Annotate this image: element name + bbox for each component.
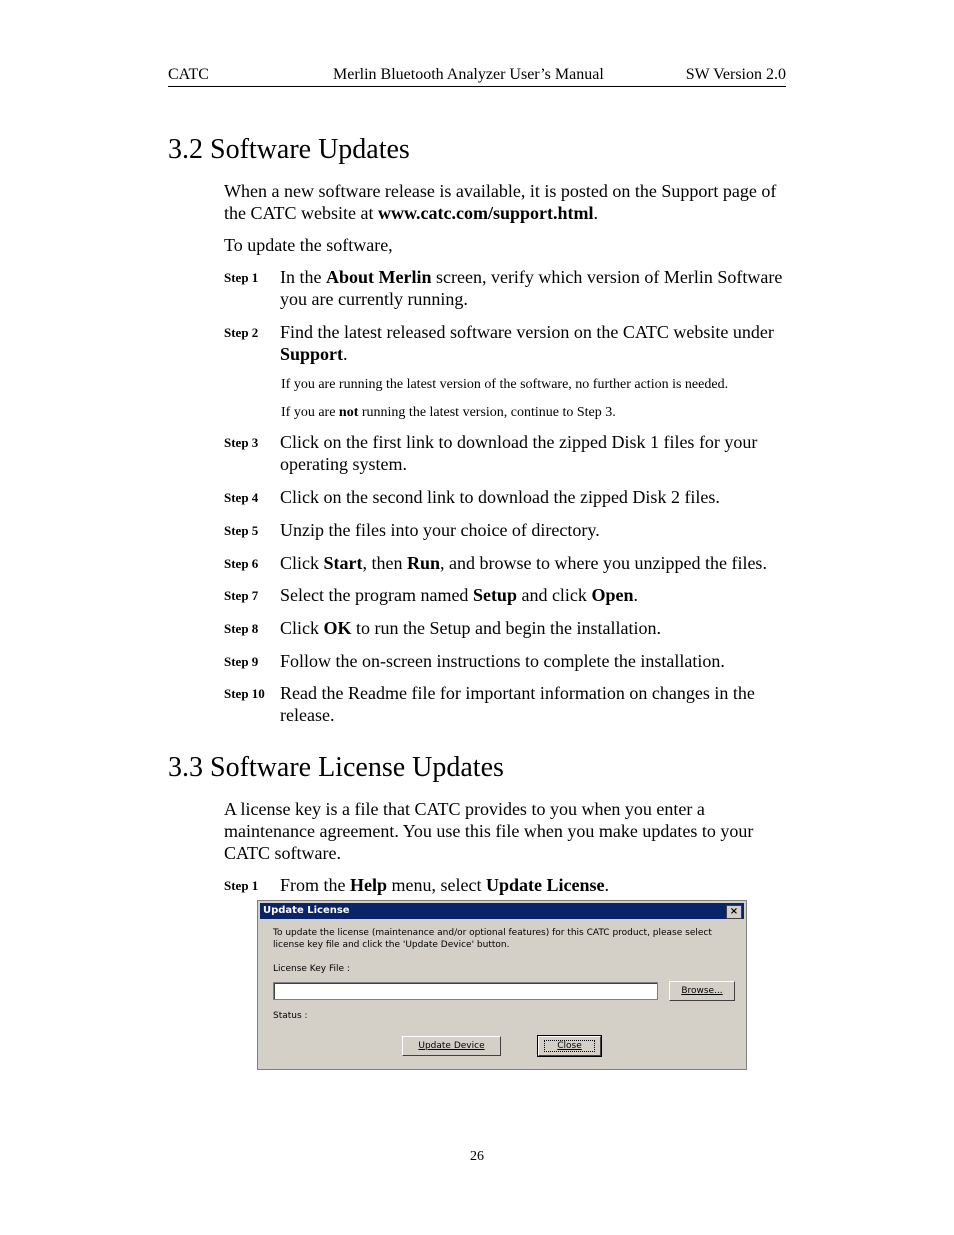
close-icon[interactable]: × [726,905,742,919]
close-button[interactable]: Close [538,1036,601,1056]
section2-intro: A license key is a file that CATC provides to you when you enter a maintenance agreement. You use this file when you make updates to your CATC software. [224,799,754,863]
license-key-input[interactable] [273,982,658,1000]
page-number: 26 [470,1149,484,1164]
step-label: Step 10 [224,686,265,701]
step-text: Read the Readme file for important information on changes in the release. [280,683,755,725]
section1-lead: To update the software, [224,235,393,255]
status-label: Status : [273,1011,308,1021]
support-url: www.catc.com/support.html [377,203,594,223]
step-text: Click OK to run the Setup and begin the installation. [280,618,661,638]
note-not-latest: If you are not running the latest version, continue to Step 3. [281,405,616,420]
step-text: Follow the on-screen instructions to complete the installation. [280,651,725,671]
update-device-button[interactable]: Update Device [402,1036,501,1056]
section1-intro: When a new software release is available, it is posted on the Support page of the CATC website at www.catc.com/support.html. [224,181,777,223]
step-label: Step 8 [224,621,259,636]
step-label: Step 3 [224,435,259,450]
step-label: Step 7 [224,588,259,603]
update-license-dialog [257,900,747,1070]
step-text: In the About Merlin screen, verify which version of Merlin Software you are currently running. [280,267,783,309]
license-key-label: License Key File : [273,964,350,974]
step-text: Click on the second link to download the zipped Disk 2 files. [280,487,720,507]
dialog-title-bar [260,903,744,919]
header-manual-title: Merlin Bluetooth Analyzer User’s Manual [333,66,604,83]
step-text: From the Help menu, select Update License. [280,875,609,895]
header-version: SW Version 2.0 [685,66,786,83]
step-label: Step 4 [224,490,259,505]
section-title-license-updates: 3.3 Software License Updates [168,752,504,783]
browse-button[interactable]: Browse... [669,981,735,1001]
dialog-title: Update License [263,905,350,916]
step-label: Step 5 [224,523,259,538]
note-latest-version: If you are running the latest version of the software, no further action is needed. [281,377,729,392]
step-label: Step 2 [224,325,259,340]
step-text: Unzip the files into your choice of directory. [280,520,600,540]
step-label: Step 6 [224,556,259,571]
step-label: Step 9 [224,654,259,669]
page-header [168,64,786,87]
dialog-message: To update the license (maintenance and/or optional features) for this CATC product, please select license key file and click the 'Update Device' button. [273,928,712,950]
step-label: Step 1 [224,878,259,893]
step-text: Select the program named Setup and click Open. [280,585,638,605]
step-label: Step 1 [224,270,259,285]
step-text: Click on the first link to download the zipped Disk 1 files for your operating system. [280,432,758,474]
step-text: Find the latest released software version on the CATC website under Support. [280,322,774,364]
step-text: Click Start, then Run, and browse to where you unzipped the files. [280,553,767,573]
header-company: CATC [168,66,209,83]
section-title-software-updates: 3.2 Software Updates [168,134,410,165]
